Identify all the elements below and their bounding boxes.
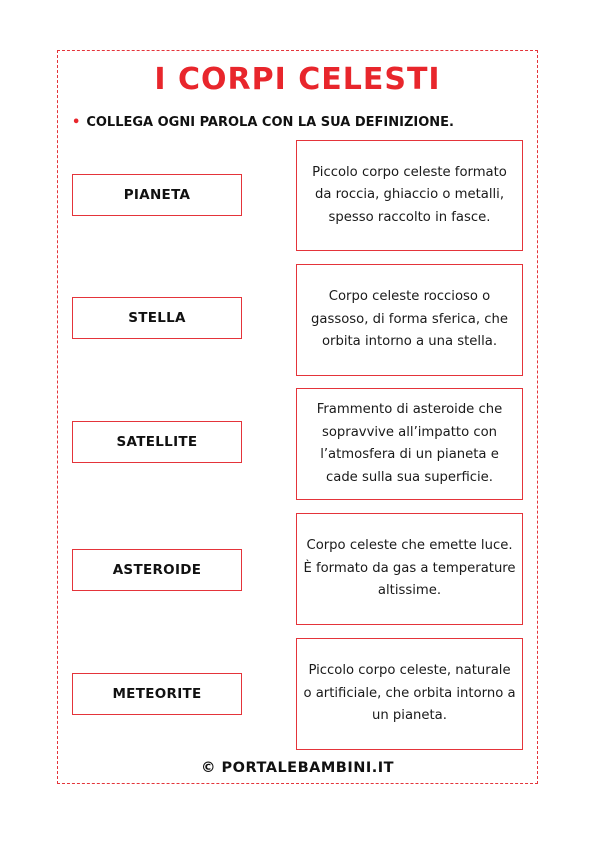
- definition-box-2: [296, 264, 523, 376]
- bullet-icon: •: [72, 115, 81, 130]
- definition-text: Frammento di asteroide che sopravvive all’impatto con l’atmosfera di un pianeta e cade sulla sua superficie.: [316, 402, 503, 485]
- definition-text: Piccolo corpo celeste, naturale o artificiale, che orbita intorno a un pianeta.: [303, 663, 516, 724]
- definition-text: Corpo celeste che emette luce. È formato da gas a temperature altissime.: [303, 538, 516, 599]
- instruction-text: COLLEGA OGNI PAROLA CON LA SUA DEFINIZIONE.: [86, 115, 454, 130]
- word-box-asteroide: ASTEROIDE: [72, 549, 242, 591]
- definition-text: Corpo celeste roccioso o gassoso, di forma sferica, che orbita intorno a una stella.: [311, 289, 508, 350]
- word-box-satellite: SATELLITE: [72, 421, 242, 463]
- copyright-footer: © PORTALEBAMBINI.IT: [200, 760, 395, 776]
- definition-text: Piccolo corpo celeste formato da roccia, ghiaccio o metalli, spesso raccolto in fasce.: [312, 164, 507, 225]
- word-box-stella: STELLA: [72, 297, 242, 339]
- word-box-pianeta: PIANETA: [72, 174, 242, 216]
- instruction: [72, 115, 454, 130]
- definition-box-3: [296, 388, 523, 500]
- definition-box-4: [296, 513, 523, 625]
- definition-box-5: [296, 638, 523, 750]
- definition-box-1: [296, 140, 523, 251]
- page-title: I CORPI CELESTI: [154, 62, 441, 97]
- word-box-meteorite: METEORITE: [72, 673, 242, 715]
